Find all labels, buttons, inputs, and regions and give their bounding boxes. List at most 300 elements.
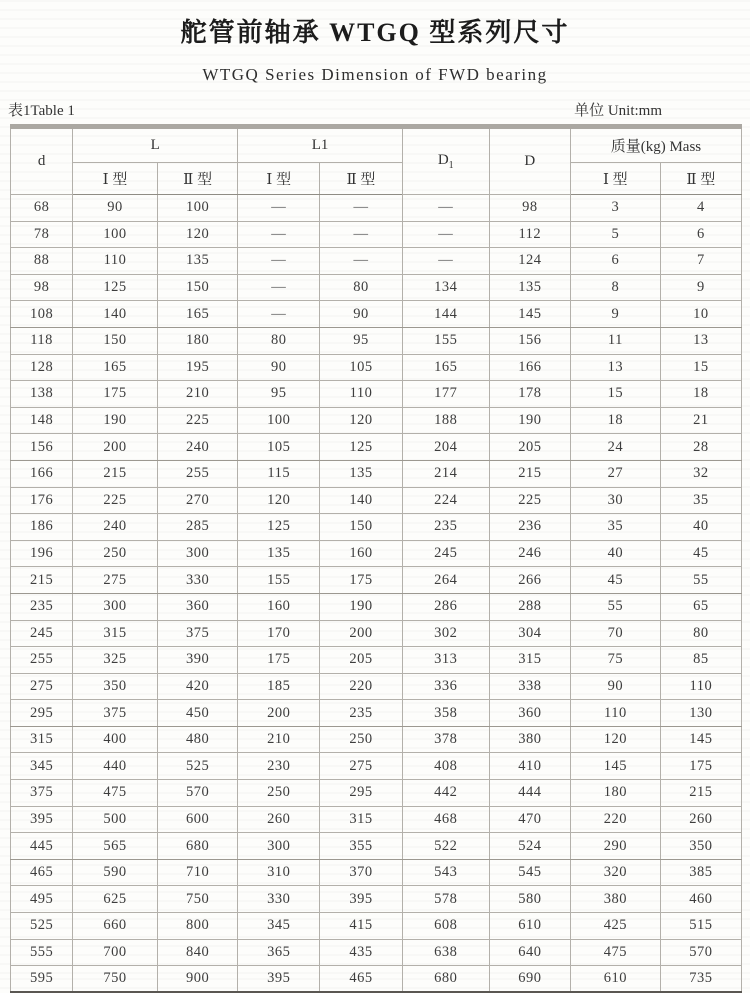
- table-cell: 100: [73, 221, 158, 248]
- table-cell: 325: [73, 647, 158, 674]
- table-row: [11, 833, 742, 860]
- table-cell: 190: [489, 407, 570, 434]
- table-cell: 70: [570, 620, 660, 647]
- table-cell: 235: [11, 593, 73, 620]
- table-cell: 210: [157, 381, 237, 408]
- table-cell: 295: [320, 780, 403, 807]
- table-cell: 13: [660, 327, 741, 354]
- table-row: [11, 540, 742, 567]
- table-cell: 105: [320, 354, 403, 381]
- table-cell: —: [402, 195, 489, 222]
- table-cell: 18: [660, 381, 741, 408]
- table-row: [11, 327, 742, 354]
- table-cell: 315: [320, 806, 403, 833]
- table-cell: 555: [11, 939, 73, 966]
- table-cell: 155: [402, 327, 489, 354]
- table-cell: 55: [570, 593, 660, 620]
- table-row: [11, 966, 742, 993]
- table-cell: —: [320, 221, 403, 248]
- table-cell: 570: [660, 939, 741, 966]
- table-cell: 185: [238, 673, 320, 700]
- table-cell: 378: [402, 726, 489, 753]
- page-title: 舵管前轴承 WTGQ 型系列尺寸: [180, 18, 570, 47]
- table-row: [11, 354, 742, 381]
- table-cell: 440: [73, 753, 158, 780]
- table-cell: 150: [157, 274, 237, 301]
- table-cell: 180: [157, 327, 237, 354]
- table-cell: 215: [73, 460, 158, 487]
- table-row: [11, 780, 742, 807]
- table-cell: 408: [402, 753, 489, 780]
- table-cell: 255: [11, 647, 73, 674]
- table-cell: 840: [157, 939, 237, 966]
- table-row: [11, 939, 742, 966]
- table-cell: 140: [73, 301, 158, 328]
- table-cell: —: [320, 195, 403, 222]
- table-row: [11, 859, 742, 886]
- table-cell: 145: [489, 301, 570, 328]
- table-cell: 236: [489, 514, 570, 541]
- table-cell: 360: [157, 593, 237, 620]
- table-cell: 288: [489, 593, 570, 620]
- table-cell: 80: [320, 274, 403, 301]
- table-cell: 134: [402, 274, 489, 301]
- table-cell: 570: [157, 780, 237, 807]
- table-cell: 390: [157, 647, 237, 674]
- table-cell: 156: [489, 327, 570, 354]
- table-cell: 78: [11, 221, 73, 248]
- table-cell: 255: [157, 460, 237, 487]
- table-cell: 9: [570, 301, 660, 328]
- table-row: [11, 195, 742, 222]
- table-cell: 188: [402, 407, 489, 434]
- table-cell: 40: [570, 540, 660, 567]
- table-row: [11, 274, 742, 301]
- table-cell: 75: [570, 647, 660, 674]
- table-cell: 65: [660, 593, 741, 620]
- col-subheader-L1-type1: Ⅰ 型: [238, 163, 320, 195]
- table-row: [11, 407, 742, 434]
- table-cell: 245: [11, 620, 73, 647]
- table-cell: 128: [11, 354, 73, 381]
- table-cell: 345: [238, 913, 320, 940]
- table-cell: 522: [402, 833, 489, 860]
- table-header: [11, 127, 742, 195]
- table-row: [11, 886, 742, 913]
- table-cell: 176: [11, 487, 73, 514]
- table-cell: 18: [570, 407, 660, 434]
- table-cell: 355: [320, 833, 403, 860]
- table-cell: —: [238, 248, 320, 275]
- table-cell: 135: [320, 460, 403, 487]
- table-cell: 660: [73, 913, 158, 940]
- table-row: [11, 567, 742, 594]
- table-cell: 358: [402, 700, 489, 727]
- table-cell: 135: [489, 274, 570, 301]
- table-cell: 110: [570, 700, 660, 727]
- table-cell: 145: [570, 753, 660, 780]
- table-cell: 525: [11, 913, 73, 940]
- table-row: [11, 620, 742, 647]
- table-cell: 260: [238, 806, 320, 833]
- table-cell: 120: [238, 487, 320, 514]
- table-cell: 286: [402, 593, 489, 620]
- table-cell: 313: [402, 647, 489, 674]
- table-cell: 250: [238, 780, 320, 807]
- table-cell: 275: [320, 753, 403, 780]
- table-row: [11, 221, 742, 248]
- table-cell: 465: [320, 966, 403, 993]
- table-cell: 330: [238, 886, 320, 913]
- table-cell: 275: [11, 673, 73, 700]
- table-cell: 360: [489, 700, 570, 727]
- col-subheader-mass-type2: Ⅱ 型: [660, 163, 741, 195]
- table-row: [11, 381, 742, 408]
- table-cell: 105: [238, 434, 320, 461]
- table-cell: 90: [238, 354, 320, 381]
- table-cell: 578: [402, 886, 489, 913]
- table-cell: 90: [570, 673, 660, 700]
- table-cell: 302: [402, 620, 489, 647]
- table-cell: 215: [489, 460, 570, 487]
- table-cell: 30: [570, 487, 660, 514]
- table-cell: 468: [402, 806, 489, 833]
- table-cell: 450: [157, 700, 237, 727]
- table-row: [11, 248, 742, 275]
- table-cell: 225: [157, 407, 237, 434]
- table-cell: 900: [157, 966, 237, 993]
- page-subtitle: WTGQ Series Dimension of FWD bearing: [202, 65, 548, 84]
- table-cell: 220: [320, 673, 403, 700]
- table-cell: 300: [238, 833, 320, 860]
- table-cell: 11: [570, 327, 660, 354]
- table-cell: 45: [570, 567, 660, 594]
- table-cell: 156: [11, 434, 73, 461]
- table-cell: 380: [489, 726, 570, 753]
- table-cell: 175: [73, 381, 158, 408]
- table-cell: 625: [73, 886, 158, 913]
- table-cell: 124: [489, 248, 570, 275]
- table-cell: 85: [660, 647, 741, 674]
- table-cell: 300: [73, 593, 158, 620]
- table-cell: 200: [73, 434, 158, 461]
- table-cell: 690: [489, 966, 570, 993]
- table-cell: 465: [11, 859, 73, 886]
- table-cell: —: [320, 248, 403, 275]
- table-cell: 180: [570, 780, 660, 807]
- table-cell: 150: [73, 327, 158, 354]
- col-header-L: L: [73, 127, 238, 163]
- dimension-table: [10, 124, 742, 993]
- table-cell: 638: [402, 939, 489, 966]
- table-cell: 120: [157, 221, 237, 248]
- table-cell: 245: [402, 540, 489, 567]
- table-cell: 225: [489, 487, 570, 514]
- table-cell: 365: [238, 939, 320, 966]
- table-cell: 350: [73, 673, 158, 700]
- table-cell: 680: [402, 966, 489, 993]
- table-cell: 543: [402, 859, 489, 886]
- table-cell: 240: [73, 514, 158, 541]
- table-cell: 230: [238, 753, 320, 780]
- table-cell: 27: [570, 460, 660, 487]
- table-row: [11, 806, 742, 833]
- table-cell: 595: [11, 966, 73, 993]
- table-cell: 205: [320, 647, 403, 674]
- table-cell: 4: [660, 195, 741, 222]
- table-cell: 160: [238, 593, 320, 620]
- table-cell: 95: [238, 381, 320, 408]
- table-cell: 100: [238, 407, 320, 434]
- table-cell: 144: [402, 301, 489, 328]
- table-cell: 220: [570, 806, 660, 833]
- table-cell: 290: [570, 833, 660, 860]
- table-cell: 88: [11, 248, 73, 275]
- table-cell: 800: [157, 913, 237, 940]
- table-cell: 338: [489, 673, 570, 700]
- table-cell: 590: [73, 859, 158, 886]
- table-cell: —: [238, 221, 320, 248]
- col-header-d: d: [11, 127, 73, 195]
- table-cell: 480: [157, 726, 237, 753]
- table-cell: 250: [73, 540, 158, 567]
- table-number-label: 表1Table 1: [8, 103, 75, 119]
- table-cell: 108: [11, 301, 73, 328]
- table-cell: 524: [489, 833, 570, 860]
- table-row: [11, 726, 742, 753]
- table-cell: 68: [11, 195, 73, 222]
- table-cell: 260: [660, 806, 741, 833]
- table-cell: 375: [11, 780, 73, 807]
- table-cell: 110: [73, 248, 158, 275]
- table-cell: 500: [73, 806, 158, 833]
- table-cell: —: [238, 195, 320, 222]
- table-cell: 115: [238, 460, 320, 487]
- table-cell: 295: [11, 700, 73, 727]
- table-cell: 420: [157, 673, 237, 700]
- table-cell: 196: [11, 540, 73, 567]
- table-cell: 98: [489, 195, 570, 222]
- table-cell: 300: [157, 540, 237, 567]
- table-cell: 15: [660, 354, 741, 381]
- table-cell: 400: [73, 726, 158, 753]
- table-cell: 415: [320, 913, 403, 940]
- table-cell: 565: [73, 833, 158, 860]
- table-cell: 110: [660, 673, 741, 700]
- table-cell: 580: [489, 886, 570, 913]
- table-cell: 32: [660, 460, 741, 487]
- table-cell: 545: [489, 859, 570, 886]
- table-cell: 345: [11, 753, 73, 780]
- table-cell: 13: [570, 354, 660, 381]
- table-cell: 370: [320, 859, 403, 886]
- table-row: [11, 673, 742, 700]
- table-cell: 264: [402, 567, 489, 594]
- table-cell: 166: [11, 460, 73, 487]
- table-cell: 120: [320, 407, 403, 434]
- table-row: [11, 700, 742, 727]
- table-cell: 138: [11, 381, 73, 408]
- table-cell: 15: [570, 381, 660, 408]
- col-subheader-L-type2: Ⅱ 型: [157, 163, 237, 195]
- table-cell: 9: [660, 274, 741, 301]
- table-cell: 100: [157, 195, 237, 222]
- table-cell: 610: [489, 913, 570, 940]
- table-cell: —: [238, 301, 320, 328]
- table-cell: 315: [11, 726, 73, 753]
- table-cell: 304: [489, 620, 570, 647]
- table-cell: 200: [238, 700, 320, 727]
- table-cell: 275: [73, 567, 158, 594]
- table-cell: 425: [570, 913, 660, 940]
- table-cell: 215: [11, 567, 73, 594]
- table-cell: 35: [660, 487, 741, 514]
- table-cell: 195: [157, 354, 237, 381]
- col-header-mass: 质量(kg) Mass: [570, 127, 741, 163]
- table-cell: 150: [320, 514, 403, 541]
- table-cell: 750: [157, 886, 237, 913]
- table-cell: 310: [238, 859, 320, 886]
- table-cell: 8: [570, 274, 660, 301]
- table-cell: 395: [11, 806, 73, 833]
- table-cell: 190: [73, 407, 158, 434]
- table-cell: 375: [157, 620, 237, 647]
- table-cell: 525: [157, 753, 237, 780]
- table-cell: 165: [402, 354, 489, 381]
- table-cell: 190: [320, 593, 403, 620]
- table-cell: 600: [157, 806, 237, 833]
- table-cell: —: [402, 248, 489, 275]
- table-cell: 214: [402, 460, 489, 487]
- table-cell: 385: [660, 859, 741, 886]
- col-header-L1: L1: [238, 127, 402, 163]
- table-cell: 90: [320, 301, 403, 328]
- table-cell: 135: [157, 248, 237, 275]
- table-cell: 235: [320, 700, 403, 727]
- table-cell: —: [238, 274, 320, 301]
- table-cell: 125: [238, 514, 320, 541]
- table-cell: 7: [660, 248, 741, 275]
- table-cell: 610: [570, 966, 660, 993]
- table-cell: 90: [73, 195, 158, 222]
- table-cell: 270: [157, 487, 237, 514]
- table-cell: 735: [660, 966, 741, 993]
- table-cell: 95: [320, 327, 403, 354]
- table-cell: 410: [489, 753, 570, 780]
- table-cell: 375: [73, 700, 158, 727]
- table-cell: 118: [11, 327, 73, 354]
- table-row: [11, 301, 742, 328]
- table-cell: 24: [570, 434, 660, 461]
- table-row: [11, 434, 742, 461]
- table-cell: 166: [489, 354, 570, 381]
- table-cell: 266: [489, 567, 570, 594]
- table-cell: 700: [73, 939, 158, 966]
- table-cell: 608: [402, 913, 489, 940]
- table-meta-row: [0, 85, 750, 124]
- col-header-D: D: [489, 127, 570, 195]
- table-cell: 350: [660, 833, 741, 860]
- table-cell: 186: [11, 514, 73, 541]
- table-cell: 148: [11, 407, 73, 434]
- table-cell: 40: [660, 514, 741, 541]
- table-cell: 710: [157, 859, 237, 886]
- table-cell: 210: [238, 726, 320, 753]
- table-cell: 515: [660, 913, 741, 940]
- table-cell: 336: [402, 673, 489, 700]
- table-cell: 145: [660, 726, 741, 753]
- table-cell: 112: [489, 221, 570, 248]
- table-cell: 175: [238, 647, 320, 674]
- table-cell: 224: [402, 487, 489, 514]
- table-cell: 444: [489, 780, 570, 807]
- table-cell: 225: [73, 487, 158, 514]
- table-cell: 205: [489, 434, 570, 461]
- table-cell: 215: [660, 780, 741, 807]
- table-cell: 315: [73, 620, 158, 647]
- table-cell: 155: [238, 567, 320, 594]
- table-body: [11, 195, 742, 993]
- table-cell: 395: [238, 966, 320, 993]
- table-row: [11, 593, 742, 620]
- table-row: [11, 514, 742, 541]
- table-cell: 80: [660, 620, 741, 647]
- table-row: [11, 647, 742, 674]
- table-cell: 395: [320, 886, 403, 913]
- table-cell: 175: [660, 753, 741, 780]
- table-cell: 250: [320, 726, 403, 753]
- table-cell: 177: [402, 381, 489, 408]
- table-cell: 165: [73, 354, 158, 381]
- table-cell: 5: [570, 221, 660, 248]
- table-cell: 35: [570, 514, 660, 541]
- col-subheader-L-type1: Ⅰ 型: [73, 163, 158, 195]
- table-cell: 680: [157, 833, 237, 860]
- table-cell: 3: [570, 195, 660, 222]
- table-cell: 140: [320, 487, 403, 514]
- table-row: [11, 487, 742, 514]
- table-row: [11, 460, 742, 487]
- table-cell: 6: [660, 221, 741, 248]
- table-cell: 45: [660, 540, 741, 567]
- table-cell: 475: [570, 939, 660, 966]
- table-cell: 435: [320, 939, 403, 966]
- table-cell: 750: [73, 966, 158, 993]
- col-subheader-mass-type1: Ⅰ 型: [570, 163, 660, 195]
- col-subheader-L1-type2: Ⅱ 型: [320, 163, 403, 195]
- table-cell: 200: [320, 620, 403, 647]
- table-cell: 130: [660, 700, 741, 727]
- table-cell: 240: [157, 434, 237, 461]
- table-cell: 160: [320, 540, 403, 567]
- table-cell: 285: [157, 514, 237, 541]
- table-cell: 204: [402, 434, 489, 461]
- table-cell: 80: [238, 327, 320, 354]
- table-cell: 125: [73, 274, 158, 301]
- table-cell: 460: [660, 886, 741, 913]
- table-cell: 330: [157, 567, 237, 594]
- table-cell: 175: [320, 567, 403, 594]
- table-cell: 170: [238, 620, 320, 647]
- table-cell: 246: [489, 540, 570, 567]
- unit-label: 单位 Unit:mm: [574, 103, 662, 119]
- table-cell: 178: [489, 381, 570, 408]
- table-cell: 110: [320, 381, 403, 408]
- table-cell: 320: [570, 859, 660, 886]
- table-cell: 445: [11, 833, 73, 860]
- table-cell: 28: [660, 434, 741, 461]
- table-cell: 120: [570, 726, 660, 753]
